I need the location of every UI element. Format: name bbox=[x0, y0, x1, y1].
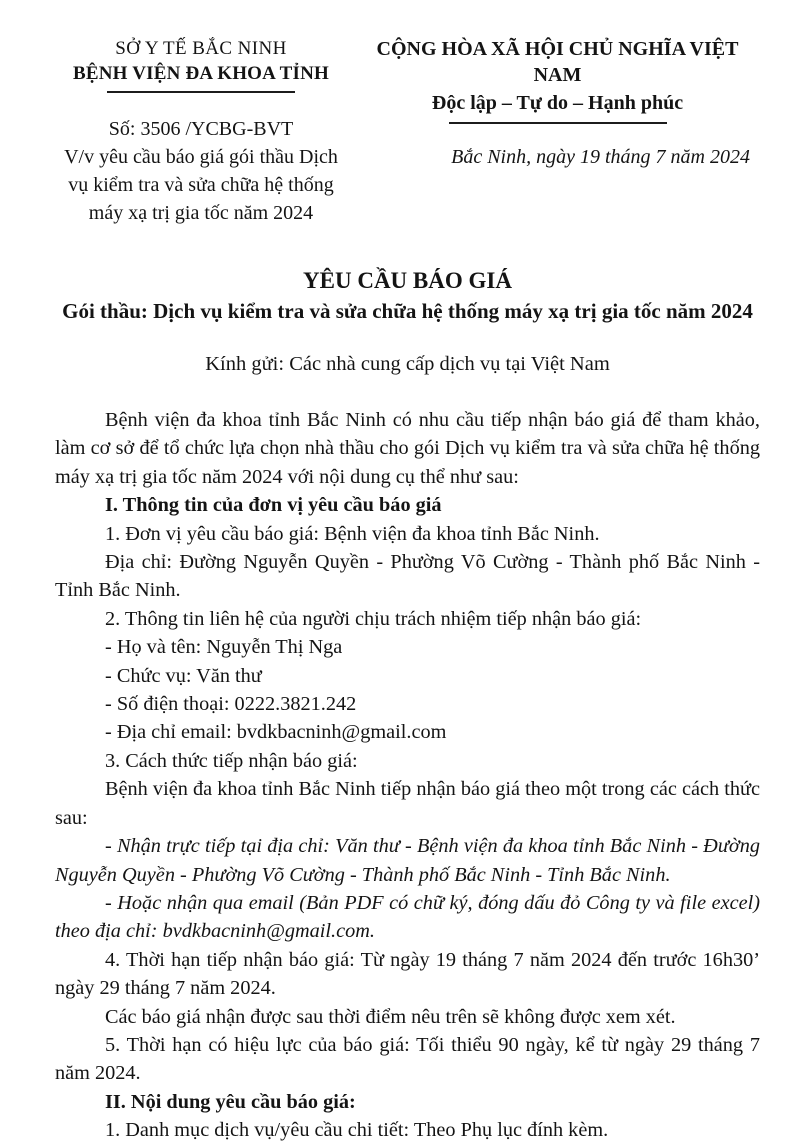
body-paragraph-contact-heading: 2. Thông tin liên hệ của người chịu trách nhiệm tiếp nhận báo giá: bbox=[105, 607, 642, 630]
body-paragraph-contact-name: - Họ và tên: Nguyễn Thị Nga bbox=[105, 636, 343, 659]
body-paragraph-contact-phone: - Số điện thoại: 0222.3821.242 bbox=[105, 693, 357, 716]
body-paragraph-deadline: 4. Thời hạn tiếp nhận báo giá: Từ ngày 19 tháng 7 năm 2024 đến trước 16h30’ ngày 29 tháng 7 năm 2024. bbox=[55, 948, 760, 1000]
section-heading-1: I. Thông tin của đơn vị yêu cầu báo giá bbox=[105, 494, 442, 517]
body-paragraph-method-direct: - Nhận trực tiếp tại địa chỉ: Văn thư - Bệnh viện đa khoa tỉnh Bắc Ninh - Đường Nguyễn Quyền - Phường Võ Cường - Thành phố Bắc Ninh - Tỉnh Bắc Ninh. bbox=[55, 835, 760, 886]
national-header-block bbox=[347, 36, 760, 171]
body-paragraph-late-note: Các báo giá nhận được sau thời điểm nêu trên sẽ không được xem xét. bbox=[105, 1005, 676, 1028]
body-paragraph-contact-email: - Địa chỉ email: bvdkbacninh@gmail.com bbox=[105, 721, 447, 744]
doc-subject: V/v yêu cầu báo giá gói thầu Dịch vụ kiểm tra và sửa chữa hệ thống máy xạ trị gia tốc năm 2024 bbox=[64, 146, 338, 224]
national-title: CỘNG HÒA XÃ HỘI CHỦ NGHĨA VIỆT NAM bbox=[376, 38, 739, 86]
section-heading-2: II. Nội dung yêu cầu báo giá: bbox=[105, 1090, 356, 1113]
body-paragraph-contact-role: - Chức vụ: Văn thư bbox=[105, 664, 262, 687]
org-underline-rule bbox=[107, 91, 295, 93]
title-block bbox=[55, 267, 760, 378]
place-dateline: Bắc Ninh, ngày 19 tháng 7 năm 2024 bbox=[451, 146, 750, 168]
body-paragraph-method-intro: Bệnh viện đa khoa tỉnh Bắc Ninh tiếp nhận báo giá theo một trong các cách thức sau: bbox=[55, 778, 760, 829]
body-paragraph-intro: Bệnh viện đa khoa tỉnh Bắc Ninh có nhu cầu tiếp nhận báo giá để tham khảo, làm cơ sở để tổ chức lựa chọn nhà thầu cho gói Dịch vụ kiểm tra và sửa chữa hệ thống máy xạ trị gia tốc năm 2024 với nội dung cụ thể như sau: bbox=[55, 409, 760, 488]
parent-org-name: SỞ Y TẾ BẮC NINH bbox=[115, 38, 287, 59]
document-subtitle: Gói thầu: Dịch vụ kiểm tra và sửa chữa hệ thống máy xạ trị gia tốc năm 2024 bbox=[62, 299, 753, 323]
body-paragraph-unit: 1. Đơn vị yêu cầu báo giá: Bệnh viện đa khoa tỉnh Bắc Ninh. bbox=[105, 522, 600, 545]
motto-underline-rule bbox=[449, 122, 667, 124]
document-body bbox=[55, 406, 760, 1145]
document-header bbox=[55, 36, 760, 227]
document-title: YÊU CẦU BÁO GIÁ bbox=[303, 268, 512, 293]
doc-number: Số: 3506 /YCBG-BVT bbox=[108, 118, 294, 140]
body-paragraph-method-heading: 3. Cách thức tiếp nhận báo giá: bbox=[105, 749, 358, 772]
issuing-org-block bbox=[55, 36, 347, 227]
body-paragraph-validity: 5. Thời hạn có hiệu lực của báo giá: Tối thiểu 90 ngày, kể từ ngày 29 tháng 7 năm 2024. bbox=[55, 1033, 760, 1085]
body-paragraph-service-list: 1. Danh mục dịch vụ/yêu cầu chi tiết: Theo Phụ lục đính kèm. bbox=[105, 1119, 609, 1142]
national-motto: Độc lập – Tự do – Hạnh phúc bbox=[431, 92, 684, 114]
body-paragraph-address: Địa chỉ: Đường Nguyễn Quyền - Phường Võ Cường - Thành phố Bắc Ninh - Tỉnh Bắc Ninh. bbox=[55, 551, 760, 602]
body-paragraph-method-email: - Hoặc nhận qua email (Bản PDF có chữ ký, đóng dấu đỏ Công ty và file excel) theo địa chỉ: bvdkbacninh@gmail.com. bbox=[55, 891, 760, 943]
org-name: BỆNH VIỆN ĐA KHOA TỈNH bbox=[72, 63, 330, 84]
salutation-line: Kính gửi: Các nhà cung cấp dịch vụ tại Việt Nam bbox=[205, 353, 610, 375]
